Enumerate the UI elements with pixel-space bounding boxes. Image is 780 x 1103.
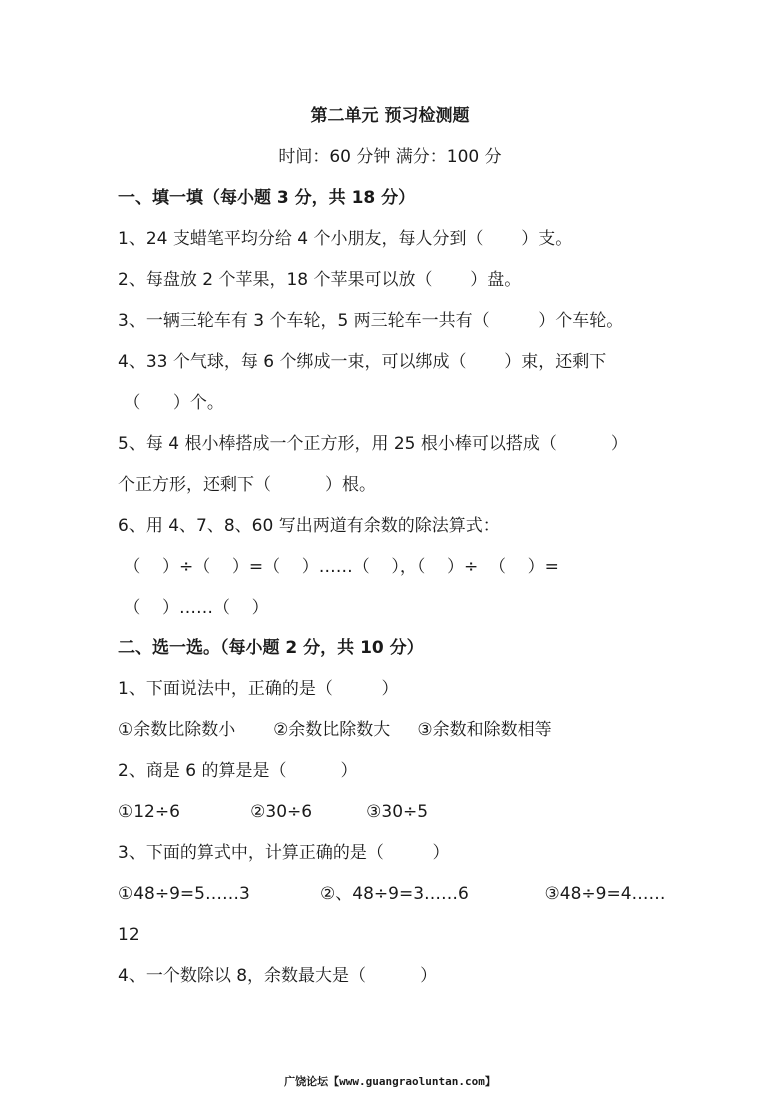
question-line: 4、一个数除以 8，余数最大是（ ） [118,966,438,986]
footer-watermark: 广饶论坛【www.guangraoluntan.com】 [284,1075,496,1088]
page-title: 第二单元 预习检测题 [310,106,470,126]
question-line: 2、每盘放 2 个苹果，18 个苹果可以放（ ）盘。 [118,270,522,290]
choice-options: ①12÷6 ②30÷6 ③30÷5 [118,802,429,822]
section-heading-fill-in: 一、填一填（每小题 3 分，共 18 分） [118,188,416,208]
exam-info: 时间：60 分钟 满分：100 分 [278,147,502,167]
section-heading-multiple-choice: 二、选一选。（每小题 2 分，共 10 分） [118,638,424,658]
question-line: 3、一辆三轮车有 3 个车轮，5 两三轮车一共有（ ）个车轮。 [118,311,624,331]
question-line: 个正方形，还剩下（ ）根。 [118,475,377,495]
question-line: 2、商是 6 的算是是（ ） [118,761,358,781]
question-line: 4、33 个气球，每 6 个绑成一束，可以绑成（ ）束，还剩下 [118,352,607,372]
choice-options: ①余数比除数小 ②余数比除数大 ③余数和除数相等 [118,720,552,740]
choice-options-continued: 12 [118,925,140,945]
question-line: 5、每 4 根小棒搭成一个正方形，用 25 根小棒可以搭成（ ） [118,434,628,454]
question-line: 1、24 支蜡笔平均分给 4 个小朋友，每人分到（ ）支。 [118,229,573,249]
choice-options: ①48÷9=5……3 ②、48÷9=3……6 ③48÷9=4…… [118,884,666,904]
question-line: 3、下面的算式中，计算正确的是（ ） [118,843,450,863]
question-line: 1、下面说法中，正确的是（ ） [118,679,399,699]
question-line: （ ）个。 [118,393,224,413]
question-line: 6、用 4、7、8、60 写出两道有余数的除法算式： [118,516,500,536]
question-line: （ ）÷（ ）=（ ）……（ ），（ ）÷ （ ）= [118,557,559,577]
question-line: （ ）……（ ） [118,598,269,618]
